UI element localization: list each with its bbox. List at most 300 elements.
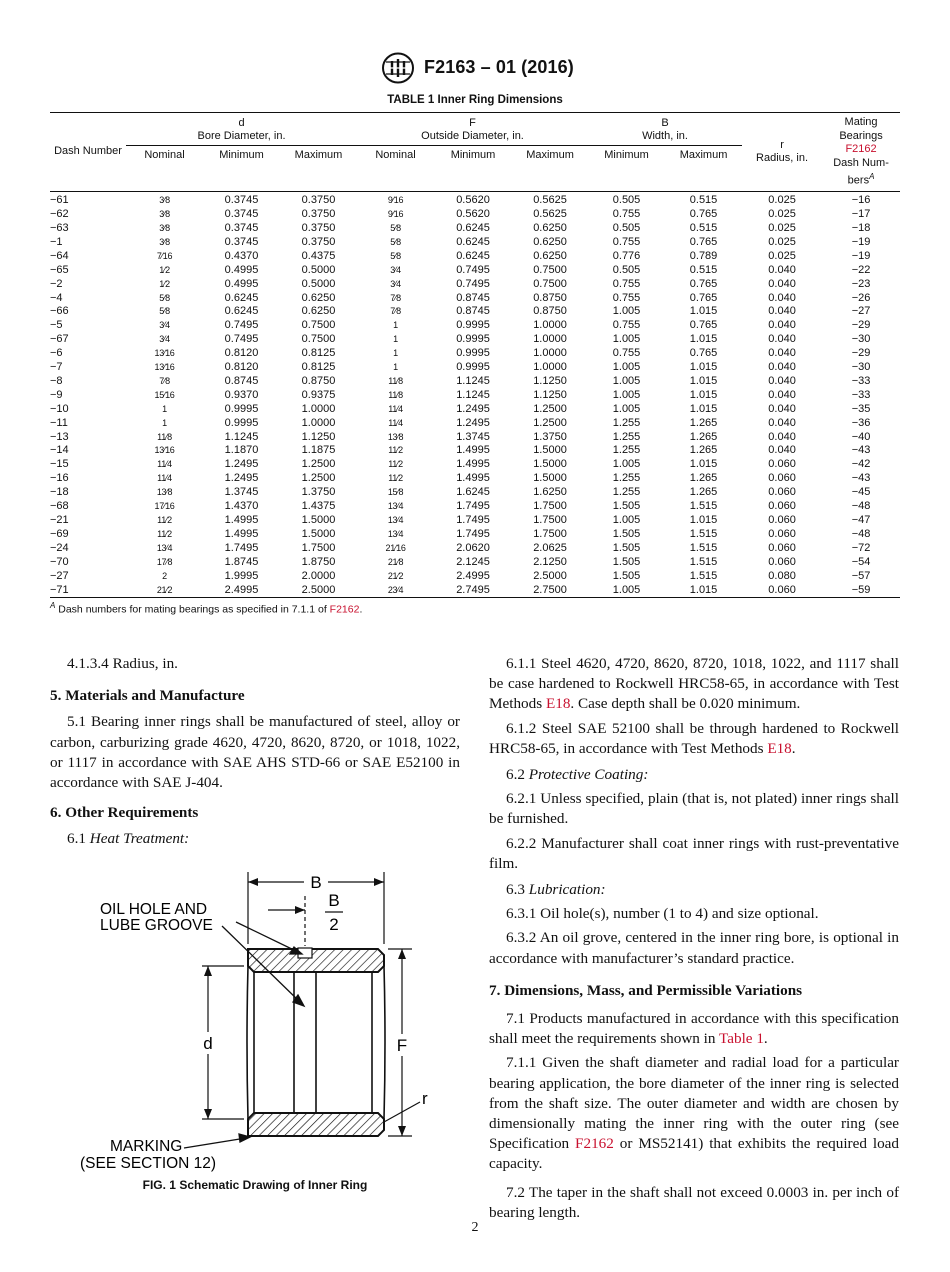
table-cell: −63: [50, 221, 69, 234]
sub-minimum: Minimum: [219, 149, 264, 162]
table-cell: 3⁄4: [159, 334, 170, 345]
table-cell: −22: [851, 263, 871, 276]
table-cell: 0.5620: [456, 194, 490, 207]
table-row: [50, 486, 900, 500]
table-cell: 1.0000: [533, 333, 567, 346]
table-cell: 1.7495: [224, 541, 259, 554]
ring-top-section: [248, 948, 384, 972]
table-cell: −57: [851, 569, 871, 582]
table-cell: 3⁄8: [159, 236, 170, 247]
table-cell: 0.9995: [224, 402, 259, 415]
sub-minimum: Minimum: [450, 149, 496, 162]
label-marking-1: MARKING: [110, 1138, 183, 1155]
table-cell: 1.8745: [224, 555, 259, 568]
table-cell: 0.3745: [224, 235, 259, 248]
table-row: [50, 236, 900, 250]
table-cell: 1.0000: [533, 361, 567, 374]
table-cell: 1.505: [612, 527, 641, 540]
table-cell: 11⁄2: [388, 445, 403, 456]
table-cell: 0.8750: [533, 305, 567, 318]
table-cell: 0.060: [768, 527, 796, 540]
table-cell: 1.015: [689, 514, 718, 526]
paragraph-5-1: 5.1 Bearing inner rings shall be manufactured of steel, alloy or carbon, carburizing grade 4620, 4720, 8620, 8720, or 1018, 1022, or 1117 in accordance with SAE AHS STD-66 or SAE E52100 in accordance with SAE J-404.: [50, 713, 460, 792]
link-f2162[interactable]: F2162: [575, 1135, 614, 1153]
paragraph-6-1-2: 6.1.2 Steel SAE 52100 shall be through hardened to Rockwell HRC58-65, in accordance with Test Methods E18.: [489, 719, 899, 757]
table-cell: −16: [851, 194, 871, 207]
table-cell: 0.8745: [456, 291, 490, 304]
table-cell: 2.1245: [456, 555, 490, 568]
table-cell: 0.3750: [301, 235, 336, 248]
table-cell: −29: [851, 347, 871, 360]
table-row: [50, 333, 900, 347]
table-cell: 1.1245: [456, 374, 490, 387]
table-row: [50, 514, 900, 528]
table-cell: 1.7500: [301, 541, 336, 554]
table-cell: 0.8750: [533, 291, 567, 304]
table-cell: 1.515: [689, 555, 718, 568]
table-cell: 2.4995: [203, 584, 280, 598]
table-cell: 9⁄16: [387, 195, 404, 206]
table-cell: 1.255: [612, 444, 641, 457]
table-cell: −9: [50, 388, 63, 401]
table-cell: 21⁄8: [387, 556, 404, 567]
table-cell: 1.5000: [301, 514, 336, 526]
table-cell: 0.025: [768, 221, 796, 234]
table-cell: 0.755: [612, 291, 641, 304]
label-d: d: [203, 1034, 213, 1053]
table-cell: 0.8120: [224, 361, 259, 374]
table-cell: 0.9375: [301, 388, 336, 401]
col-group-bore: d Bore Diameter, in.: [126, 113, 357, 146]
table-cell: −5: [50, 319, 63, 332]
paragraph-6-2-2: 6.2.2 Manufacturer shall coat inner rings with rust-preventative film.: [489, 834, 899, 872]
table-cell: 1.8750: [301, 555, 336, 568]
table-cell: 13⁄8: [387, 431, 404, 442]
table-cell: 1.1250: [533, 388, 567, 401]
table-cell: 11⁄2: [157, 515, 172, 525]
table-cell: 1.255: [612, 430, 641, 443]
sub-maximum: Maximum: [679, 149, 728, 162]
table-cell: 1.005: [612, 333, 641, 346]
table-cell: 1.4995: [456, 444, 490, 457]
table-cell: 1.515: [689, 500, 718, 513]
table-cell: 0.3750: [301, 208, 336, 221]
table-cell: 1.4995: [456, 472, 490, 485]
table-cell: 7⁄8: [390, 292, 401, 303]
table-cell: 11⁄2: [388, 473, 403, 484]
table-cell: 17⁄8: [156, 556, 173, 567]
table-cell: −68: [50, 500, 69, 513]
table-cell: −2: [50, 277, 63, 290]
table-row: [50, 584, 900, 598]
table-cell: 1.7495: [456, 500, 490, 513]
table-cell: 1.1875: [301, 444, 336, 457]
table-cell: 5⁄8: [390, 222, 401, 233]
table-cell: −64: [50, 249, 69, 262]
table-cell: 21⁄2: [126, 584, 203, 598]
table-cell: 1.265: [689, 444, 718, 457]
table-cell: 0.4995: [224, 263, 259, 276]
table-cell: −27: [50, 569, 69, 582]
table-cell: 3⁄8: [159, 209, 170, 220]
table-cell: 0.765: [689, 277, 718, 290]
table-cell: 2.7495: [434, 584, 512, 598]
table-cell: 0.6245: [224, 305, 259, 318]
table-cell: 13⁄16: [154, 348, 175, 359]
table-cell: 0.025: [768, 208, 796, 221]
table-cell: 1.505: [612, 555, 641, 568]
sub-maximum: Maximum: [526, 149, 574, 162]
table-cell: 13⁄16: [154, 445, 175, 456]
table-cell: 1.5000: [301, 527, 336, 540]
table-cell: 11⁄4: [157, 473, 172, 484]
table-cell: −4: [50, 291, 63, 304]
figure-caption: FIG. 1 Schematic Drawing of Inner Ring: [142, 1178, 368, 1192]
table-cell: 1.515: [689, 569, 718, 582]
table-cell: −66: [50, 305, 69, 318]
dimension-d: [198, 966, 218, 1119]
table-cell: 1.5000: [533, 472, 567, 485]
table-cell: 0.3745: [224, 194, 259, 207]
page-number: 2: [471, 1220, 479, 1235]
paragraph-6-1: 6.1 Heat Treatment:: [67, 830, 190, 848]
table-cell: 21⁄2: [387, 570, 404, 581]
paragraph-6-3: 6.3 Lubrication:: [506, 881, 606, 899]
table-cell: 0.040: [768, 305, 796, 318]
table-cell: 1.6245: [456, 486, 490, 499]
table-cell: 0.9995: [456, 319, 490, 332]
table-cell: 1: [393, 348, 398, 359]
table-cell: 0.025: [768, 235, 796, 248]
table-cell: 0.8750: [301, 374, 336, 387]
table-cell: −62: [50, 208, 69, 221]
link-e18[interactable]: E18: [545, 695, 571, 713]
dimension-b: [248, 872, 384, 892]
table-cell: 0.040: [768, 361, 796, 374]
table-cell: −67: [50, 333, 69, 346]
table-cell: −33: [851, 388, 871, 401]
table-cell: 7⁄16: [156, 250, 173, 261]
table-cell: 1.1245: [456, 388, 490, 401]
table-cell: −43: [851, 444, 871, 457]
table-row: [50, 570, 900, 584]
table-row: [50, 472, 900, 486]
table-cell: 11⁄8: [388, 375, 403, 386]
table-cell: 1.7495: [456, 514, 490, 526]
table-cell: 1.015: [689, 361, 718, 374]
table-cell: 0.755: [612, 277, 641, 290]
label-oil-hole-2: LUBE GROOVE: [100, 917, 213, 934]
table-cell: 1.505: [612, 569, 641, 582]
table-cell: 1⁄2: [159, 278, 170, 289]
table-cell: 0.040: [768, 430, 796, 443]
table-cell: 5⁄8: [390, 236, 401, 247]
table-cell: 0.060: [768, 472, 796, 485]
paragraph-6-2: 6.2 Protective Coating:: [506, 766, 649, 784]
table-cell: 1.015: [689, 388, 718, 401]
table-cell: −30: [851, 333, 871, 346]
table-cell: 11⁄4: [388, 417, 403, 428]
table-cell: 0.8125: [301, 347, 336, 360]
table-cell: 0.060: [768, 541, 796, 554]
paragraph-6-3-1: 6.3.1 Oil hole(s), number (1 to 4) and size optional.: [506, 905, 819, 923]
table-cell: 0.5000: [301, 263, 336, 276]
table-cell: 2.1250: [533, 555, 567, 568]
table-cell: 1.4995: [456, 458, 490, 471]
table-cell: 0.4995: [224, 277, 259, 290]
table-cell: −42: [851, 458, 871, 471]
table-cell: 1.005: [612, 361, 641, 374]
table-cell: 0.060: [768, 458, 796, 471]
table-cell: 0.8125: [301, 361, 336, 374]
table-cell: 1.9995: [224, 569, 259, 582]
table-cell: 3⁄4: [390, 278, 401, 289]
table-cell: 2.5000: [280, 584, 357, 598]
table-cell: 11⁄8: [388, 389, 403, 400]
label-b-half-bottom: 2: [329, 915, 339, 934]
table-cell: 11⁄8: [157, 431, 172, 442]
table-cell: 3⁄8: [159, 195, 170, 206]
table-cell: 1.255: [612, 416, 641, 429]
table-cell: 1.015: [689, 458, 718, 471]
col-mating-bearings: Mating Bearings F2162 Dash Num-bers$^A$: [822, 113, 900, 192]
table-cell: 0.755: [612, 347, 641, 360]
label-b: B: [310, 873, 322, 892]
table-cell: 5⁄8: [159, 292, 170, 303]
table-cell: 0.765: [689, 208, 718, 221]
table-cell: 1.2500: [533, 402, 567, 415]
table-cell: 1: [162, 417, 167, 428]
table-cell: 1.005: [612, 402, 641, 415]
table-cell: 1.505: [612, 500, 641, 513]
table-cell: −35: [851, 402, 871, 415]
table-cell: 1.1870: [224, 444, 259, 457]
table-cell: −72: [851, 541, 871, 554]
table-cell: 1.6250: [533, 486, 567, 499]
table-cell: 0.060: [742, 584, 822, 598]
table-row: [50, 305, 900, 319]
link-table-1[interactable]: Table 1: [719, 1030, 764, 1048]
astm-logo: [381, 52, 415, 84]
table-cell: −26: [851, 291, 871, 304]
table-cell: 1.2495: [224, 458, 259, 471]
table-cell: 0.040: [768, 263, 796, 276]
table-cell: 0.7495: [456, 277, 490, 290]
table-cell: 23⁄4: [357, 584, 434, 598]
table-cell: 1.5000: [533, 458, 567, 471]
table-cell: 0.7495: [456, 263, 490, 276]
table-cell: 0.6245: [224, 291, 259, 304]
table-cell: 0.505: [612, 263, 641, 276]
table-cell: −29: [851, 319, 871, 332]
table-cell: 0.040: [768, 388, 796, 401]
table-cell: 1.005: [612, 388, 641, 401]
table-cell: 1.015: [689, 305, 718, 318]
table-cell: 1.265: [689, 430, 718, 443]
sub-minimum: Minimum: [604, 149, 649, 162]
table-cell: 1.0000: [301, 402, 336, 415]
sub-nominal: Nominal: [375, 149, 416, 162]
table-cell: 0.5620: [456, 208, 490, 221]
table-cell: 0.060: [768, 500, 796, 513]
table-cell: −36: [851, 416, 871, 429]
left-column: [50, 654, 460, 854]
table-cell: 0.765: [689, 319, 718, 332]
table-cell: −71: [50, 584, 126, 598]
table-cell: 13⁄4: [156, 542, 173, 553]
table-cell: −70: [50, 555, 69, 568]
table-cell: 1.0000: [533, 347, 567, 360]
table-cell: 0.025: [768, 249, 796, 262]
table-cell: 0.5000: [301, 277, 336, 290]
table-row: [50, 528, 900, 542]
table-cell: 0.6250: [301, 291, 336, 304]
table-cell: −54: [851, 555, 871, 568]
table-cell: 1.7500: [533, 527, 567, 540]
table-cell: −14: [50, 444, 69, 457]
table-cell: −10: [50, 402, 69, 415]
table-cell: 1.3745: [224, 486, 259, 499]
table-cell: 1.4375: [301, 500, 336, 513]
table-cell: 13⁄4: [387, 515, 404, 525]
table-cell: 0.6245: [456, 249, 490, 262]
table-cell: 1.255: [612, 486, 641, 499]
paragraph-7-2: 7.2 The taper in the shaft shall not exceed 0.0003 in. per inch of bearing length.: [489, 1183, 899, 1221]
ring-bottom-section: [248, 1113, 384, 1136]
paragraph-6-2-1: 6.2.1 Unless specified, plain (that is, not plated) inner rings shall be furnished.: [489, 790, 899, 828]
document-designation: F2163 – 01 (2016): [424, 57, 574, 77]
link-e18[interactable]: E18: [767, 739, 792, 757]
table-cell: 0.755: [612, 235, 641, 248]
table-cell: 0.6250: [533, 221, 567, 234]
table-cell: 0.040: [768, 374, 796, 387]
table-cell: 1.265: [689, 486, 718, 499]
table-cell: 0.755: [612, 208, 641, 221]
table-cell: 11⁄4: [388, 403, 403, 414]
table-cell: 11⁄2: [388, 459, 403, 470]
table-cell: −61: [50, 194, 69, 207]
table-cell: 1.2495: [456, 416, 490, 429]
table-cell: −23: [851, 277, 871, 290]
table-cell: 2: [162, 570, 167, 581]
table-cell: 1.4995: [224, 527, 259, 540]
table-cell: 1.7500: [533, 500, 567, 513]
table-cell: 0.7500: [533, 277, 567, 290]
table-row: [50, 208, 900, 222]
table-cell: 0.040: [768, 291, 796, 304]
paragraph-6-1-1: 6.1.1 Steel 4620, 4720, 8620, 8720, 1018, 1022, and 1117 shall be case hardened to Rockwell HRC58-65, in accordance with Test Methods E18. Case depth shall be 0.020 minimum.: [489, 655, 899, 713]
table-cell: 0.765: [689, 291, 718, 304]
table-cell: 0.3750: [301, 194, 336, 207]
table-row: [50, 250, 900, 264]
table-cell: 0.8745: [456, 305, 490, 318]
table-cell: 13⁄4: [387, 528, 404, 539]
table-cell: 1.005: [612, 374, 641, 387]
table-cell: 1.015: [689, 402, 718, 415]
table-cell: −1: [50, 235, 63, 248]
sub-maximum: Maximum: [294, 149, 343, 162]
table-cell: −33: [851, 374, 871, 387]
table-cell: 0.040: [768, 402, 796, 415]
table-cell: 5⁄8: [159, 306, 170, 317]
table-cell: −19: [851, 249, 871, 262]
table-cell: 1.505: [612, 541, 641, 554]
table-row: [50, 500, 900, 514]
table-cell: 1.5000: [533, 444, 567, 457]
table-cell: 2.0625: [533, 541, 567, 554]
table-cell: 3⁄4: [159, 320, 170, 331]
table-cell: 0.6250: [533, 249, 567, 262]
table-cell: 0.6250: [301, 305, 336, 318]
table-cell: 1.265: [689, 472, 718, 485]
table-cell: 0.8120: [224, 347, 259, 360]
table-cell: 3⁄8: [159, 222, 170, 233]
table-cell: −18: [50, 486, 69, 499]
label-f: F: [396, 1036, 408, 1055]
section-heading-7: 7. Dimensions, Mass, and Permissible Variations: [489, 981, 803, 999]
table-cell: −17: [851, 208, 871, 221]
col-radius: r Radius, in.: [742, 113, 822, 192]
table-cell: 2.0620: [456, 541, 490, 554]
table-cell: 1.0000: [533, 319, 567, 332]
table-cell: 15⁄8: [387, 487, 404, 498]
table-cell: 1.1245: [224, 430, 259, 443]
table-row: [50, 444, 900, 458]
col-group-outside: F Outside Diameter, in.: [357, 113, 588, 146]
table-cell: 0.8745: [224, 374, 259, 387]
table-cell: 0.060: [768, 514, 796, 526]
table-cell: 15⁄16: [154, 389, 175, 400]
table-row: [50, 319, 900, 333]
table-body: [50, 192, 900, 598]
table-cell: 0.025: [768, 194, 796, 207]
table-cell: 9⁄16: [387, 209, 404, 220]
table-cell: 0.3745: [224, 221, 259, 234]
table-cell: 1.005: [612, 458, 641, 471]
sub-nominal: Nominal: [144, 149, 185, 162]
table-cell: 3⁄4: [390, 264, 401, 275]
table-cell: 0.080: [768, 569, 796, 582]
table-row: [50, 361, 900, 375]
table-cell: 0.9370: [224, 388, 259, 401]
table-cell: 0.7500: [533, 263, 567, 276]
col-group-width: B Width, in.: [588, 113, 742, 146]
table-row: [50, 264, 900, 278]
table-cell: 0.7500: [301, 333, 336, 346]
table-row: [50, 403, 900, 417]
table-cell: 7⁄8: [159, 375, 170, 386]
footnote-link-f2162[interactable]: F2162: [329, 603, 360, 616]
table-row: [50, 431, 900, 445]
table-cell: −59: [822, 584, 900, 598]
table-cell: 0.7495: [224, 319, 259, 332]
table-cell: −21: [50, 514, 69, 526]
table-cell: 1.005: [612, 305, 641, 318]
col-dash-number: Dash Number: [50, 113, 126, 192]
table-row: [50, 278, 900, 292]
table-cell: 0.6245: [456, 235, 490, 248]
label-oil-hole-1: OIL HOLE AND: [100, 901, 208, 918]
table-cell: 0.515: [689, 263, 718, 276]
table-row: [50, 192, 900, 208]
table-cell: 0.5625: [533, 208, 567, 221]
table-row: [50, 417, 900, 431]
table-cell: 0.3750: [301, 221, 336, 234]
table-cell: 1.2500: [533, 416, 567, 429]
table-cell: −6: [50, 347, 63, 360]
page-header: [0, 52, 950, 88]
table-cell: 0.9995: [224, 416, 259, 429]
